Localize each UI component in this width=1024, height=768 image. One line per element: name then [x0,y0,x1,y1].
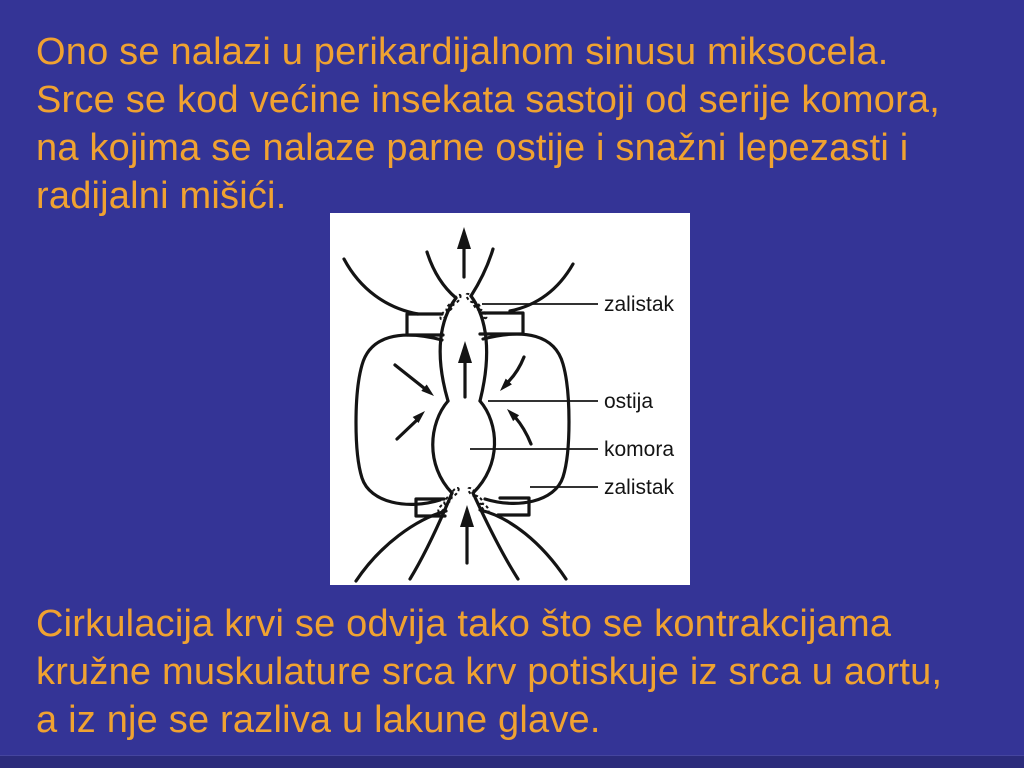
diagram-label-ostium: ostija [604,390,654,413]
closing-paragraph [36,600,1002,744]
text-line: na kojima se nalaze parne ostije i snažni lepezasti i [36,127,909,169]
text-line: kružne muskulature srca krv potiskuje iz srca u aortu, [36,651,943,693]
insect-heart-diagram [330,213,690,585]
label-leader-lines [470,304,598,487]
flow-arrow-up-icon [457,227,474,563]
text-line: Srce se kod većine insekata sastoji od serije komora, [36,79,941,121]
diagram-label-valve-bottom: zalistak [604,476,675,499]
text-line: radijalni mišići. [36,175,287,217]
slide-edge-strip [0,755,1024,768]
text-line: Ono se nalazi u perikardijalnom sinusu miksocela. [36,31,889,73]
diagram-label-chamber: komora [604,438,675,461]
text-line: Cirkulacija krvi se odvija tako što se kontrakcijama [36,603,892,645]
heart-diagram-panel [330,213,690,585]
diagram-label-valve-top: zalistak [604,293,675,316]
heart-outline [344,249,573,581]
intro-paragraph [36,28,1002,220]
text-line: a iz nje se razliva u lakune glave. [36,699,601,741]
